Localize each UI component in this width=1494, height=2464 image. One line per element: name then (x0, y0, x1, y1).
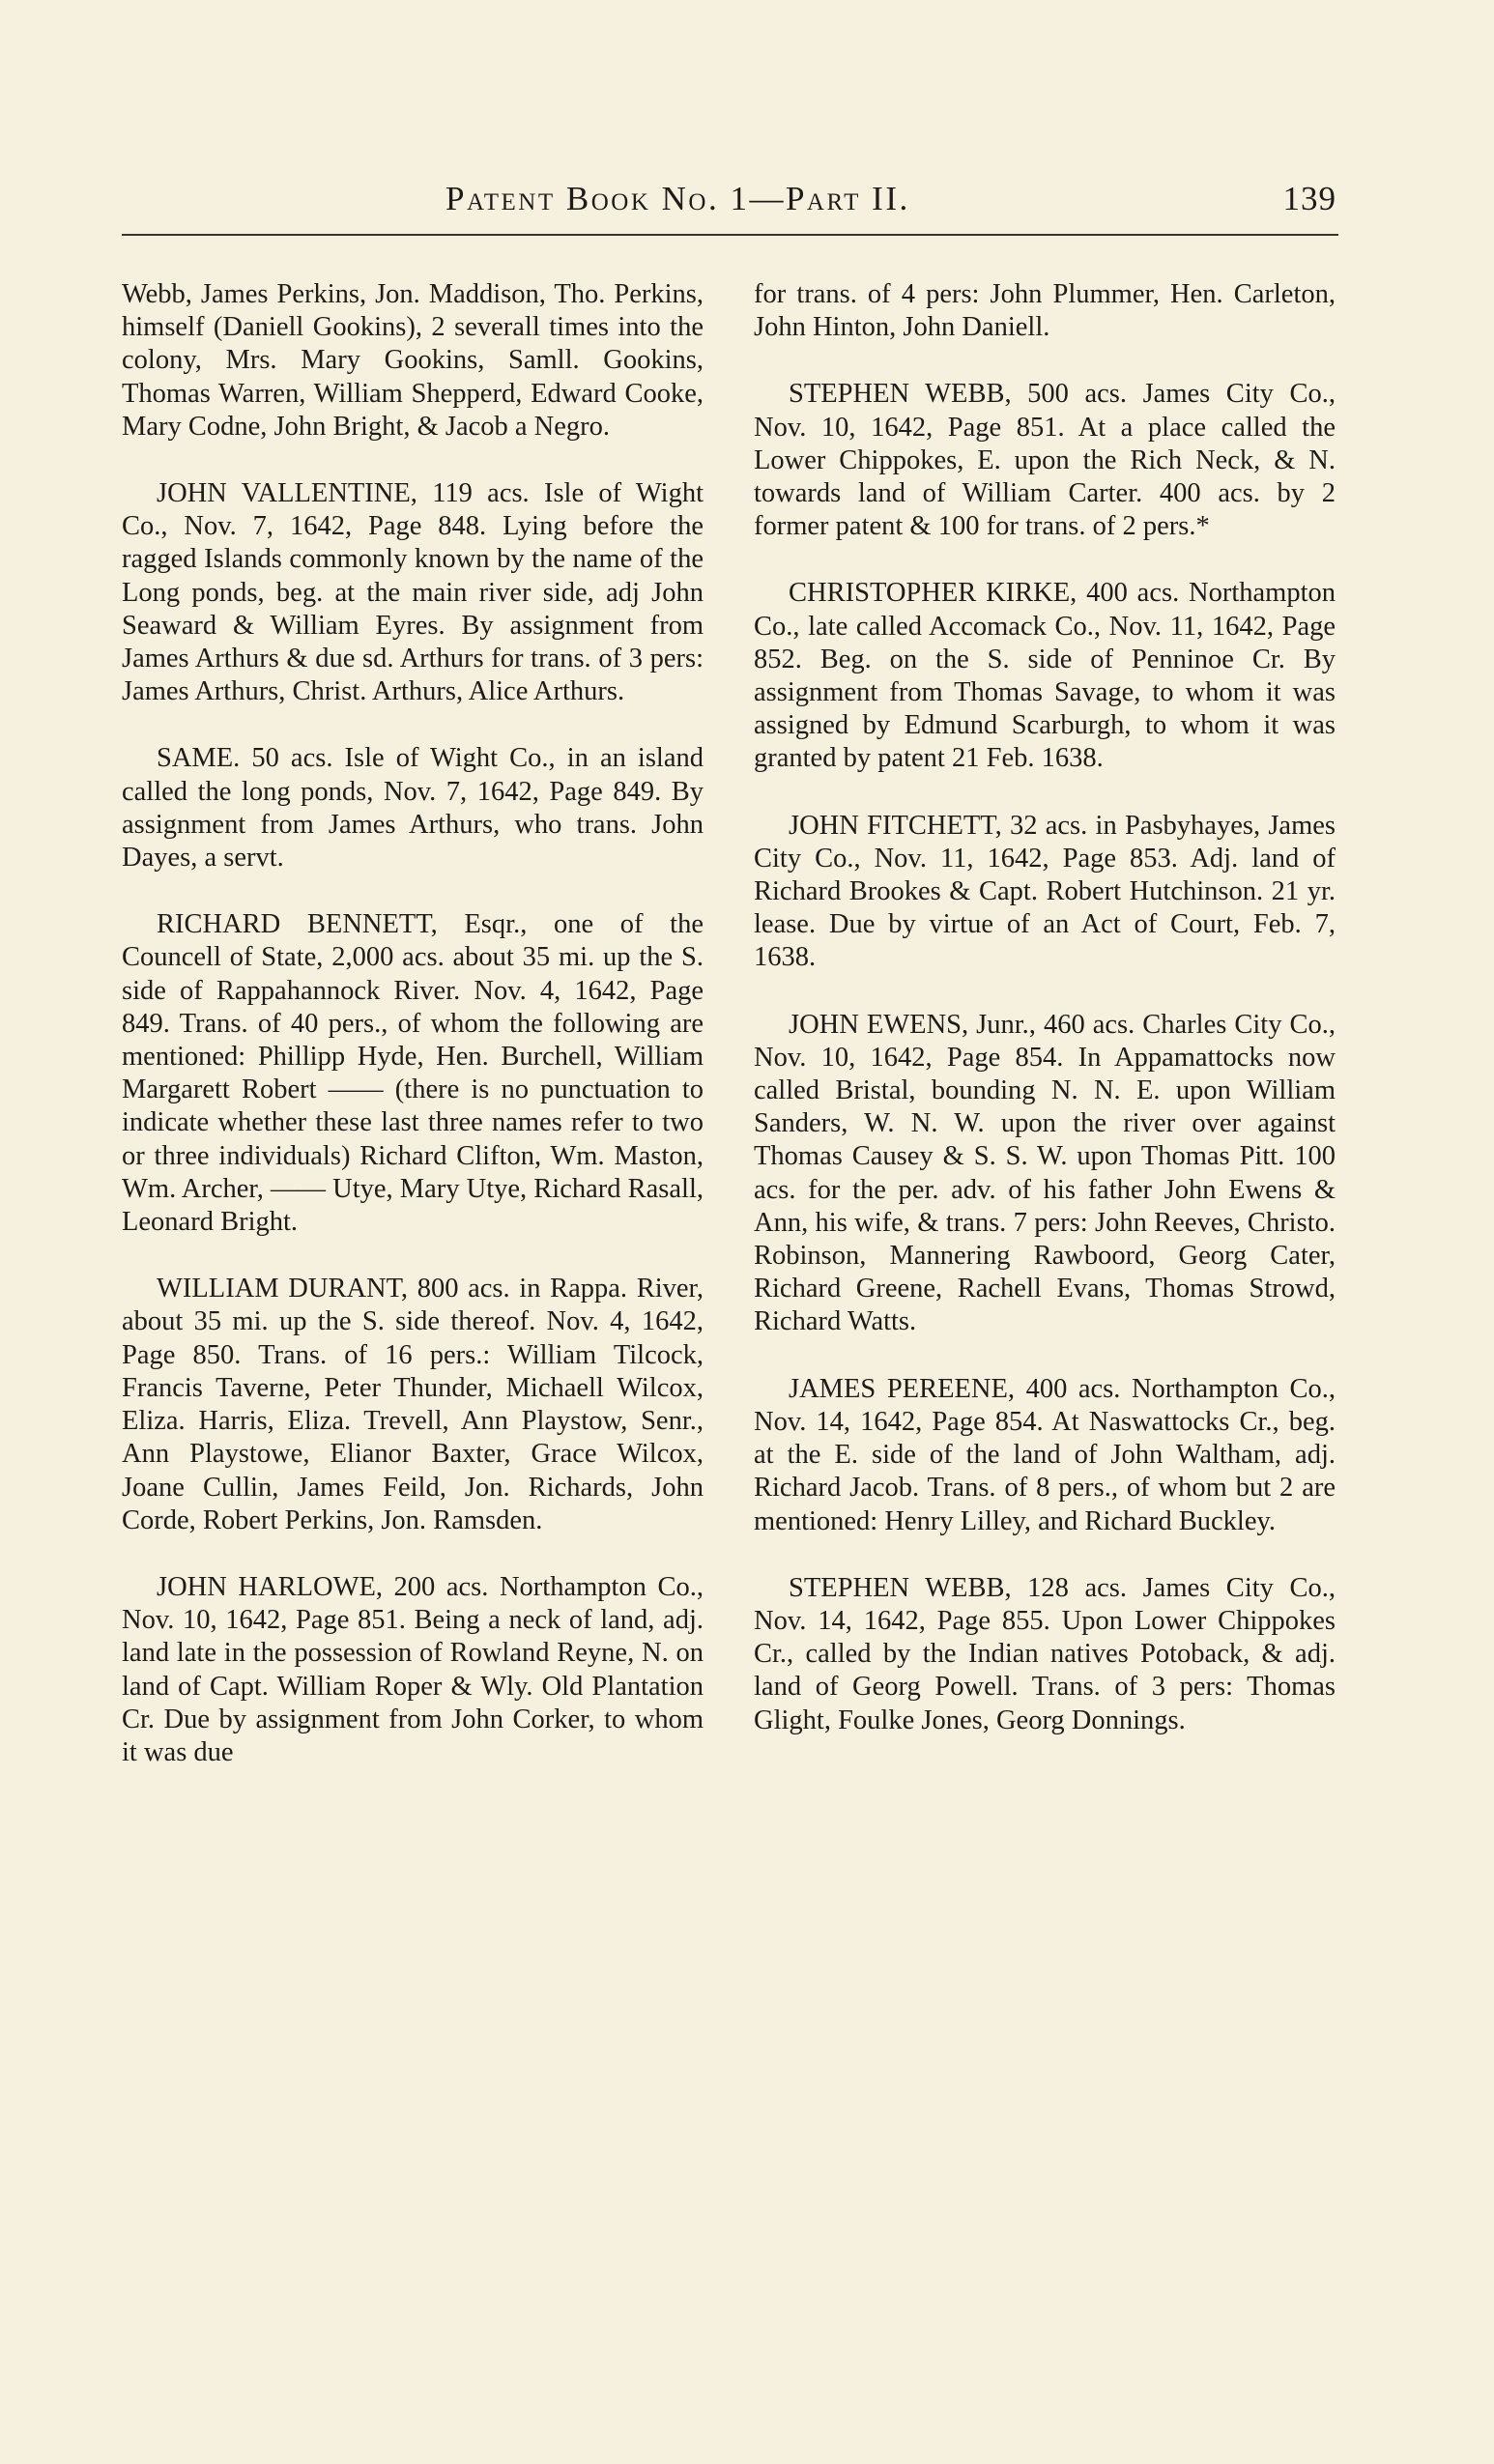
entry-same: SAME. 50 acs. Isle of Wight Co., in an island called the long ponds, Nov. 7, 1642, Page 849. By assignment from James Arthurs, who trans. John Dayes, a servt. (122, 743, 704, 874)
entry-william-durant: WILLIAM DURANT, 800 acs. in Rappa. River, about 35 mi. up the S. side thereof. Nov. 4, 1642, Page 850. Trans. of 16 pers.: William Tilcock, Francis Taverne, Peter Thunder, Michaell Wilcox, Eliza. Harris, Eliza. Trevell, Ann Playstow, Senr., Ann Playstowe, Elianor Baxter, Grace Wilcox, Joane Cullin, James Feild, Jon. Richards, John Corde, Robert Perkins, Jon. Ramsden. (122, 1274, 704, 1535)
entry-james-pereene: JAMES PEREENE, 400 acs. Northampton Co., Nov. 14, 1642, Page 854. At Naswattocks Cr., beg. at the E. side of the land of John Waltham, adj. Richard Jacob. Trans. of 8 pers., of whom but 2 are mentioned: Henry Lilley, and Richard Buckley. (754, 1373, 1336, 1536)
entry-stephen-webb-500: STEPHEN WEBB, 500 acs. James City Co., Nov. 10, 1642, Page 851. At a place called the Lower Chippokes, E. upon the Rich Neck, & N. towards land of William Carter. 400 acs. by 2 former patent & 100 for trans. of 2 pers.* (754, 379, 1336, 542)
right-column (754, 278, 1336, 1771)
entry-john-ewens: JOHN EWENS, Junr., 460 acs. Charles City Co., Nov. 10, 1642, Page 854. In Appamattocks now called Bristal, bounding N. N. E. upon William Sanders, W. N. W. upon the river over against Thomas Causey & S. S. W. upon Thomas Pitt. 100 acs. for the per. adv. of his father John Ewens & Ann, his wife, & trans. 7 pers: John Reeves, Christo. Robinson, Mannering Rawboord, Georg Cater, Richard Greene, Rachell Evans, Thomas Strowd, Richard Watts. (754, 1009, 1336, 1337)
entry-stephen-webb-128: STEPHEN WEBB, 128 acs. James City Co., Nov. 14, 1642, Page 855. Upon Lower Chippokes Cr., called by the Indian natives Potoback, & adj. land of Georg Powell. Trans. of 3 pers: Thomas Glight, Foulke Jones, Georg Donnings. (754, 1572, 1336, 1735)
entry-john-fitchett: JOHN FITCHETT, 32 acs. in Pasbyhayes, James City Co., Nov. 11, 1642, Page 853. Adj. land of Richard Brookes & Capt. Robert Hutchinson. 21 yr. lease. Due by virtue of an Act of Court, Feb. 7, 1638. (754, 810, 1336, 973)
running-header (122, 180, 1336, 226)
entry-john-harlowe: JOHN HARLOWE, 200 acs. Northampton Co., Nov. 10, 1642, Page 851. Being a neck of land, adj. land late in the possession of Rowland Reyne, N. on land of Capt. William Roper & Wly. Old Plantation Cr. Due by assignment from John Corker, to whom it was due (122, 1571, 704, 1767)
entry-continuation: Webb, James Perkins, Jon. Maddison, Tho. Perkins, himself (Daniell Gookins), 2 severall times into the colony, Mrs. Mary Gookins, Samll. Gookins, Thomas Warren, William Shepperd, Edward Cooke, Mary Codne, John Bright, & Jacob a Negro. (122, 279, 704, 442)
entry-richard-bennett: RICHARD BENNETT, Esqr., one of the Councell of State, 2,000 acs. about 35 mi. up the S. side of Rappahannock River. Nov. 4, 1642, Page 849. Trans. of 40 pers., of whom the following are mentioned: Phillipp Hyde, Hen. Burchell, William Margarett Robert —— (there is no punctuation to indicate whether these last three names refer to two or three individuals) Richard Clifton, Wm. Maston, Wm. Archer, —— Utye, Mary Utye, Richard Rasall, Leonard Bright. (122, 909, 704, 1238)
entry-continuation-right: for trans. of 4 pers: John Plummer, Hen. Carleton, John Hinton, John Daniell. (754, 279, 1336, 343)
running-title: Patent Book No. 1—Part II. (445, 180, 910, 217)
page-number: 139 (1282, 180, 1336, 217)
left-column (122, 278, 704, 1803)
entry-john-vallentine: JOHN VALLENTINE, 119 acs. Isle of Wight Co., Nov. 7, 1642, Page 848. Lying before the ragged Islands commonly known by the name of the Long ponds, beg. at the main river side, adj John Seaward & William Eyres. By assignment from James Arthurs & due sd. Arthurs for trans. of 3 pers: James Arthurs, Christ. Arthurs, Alice Arthurs. (122, 478, 704, 707)
entry-christopher-kirke: CHRISTOPHER KIRKE, 400 acs. Northampton Co., late called Accomack Co., Nov. 11, 1642, Page 852. Beg. on the S. side of Penninoe Cr. By assignment from Thomas Savage, to whom it was assigned by Edmund Scarburgh, to whom it was granted by patent 21 Feb. 1638. (754, 578, 1336, 774)
header-rule (122, 234, 1338, 236)
